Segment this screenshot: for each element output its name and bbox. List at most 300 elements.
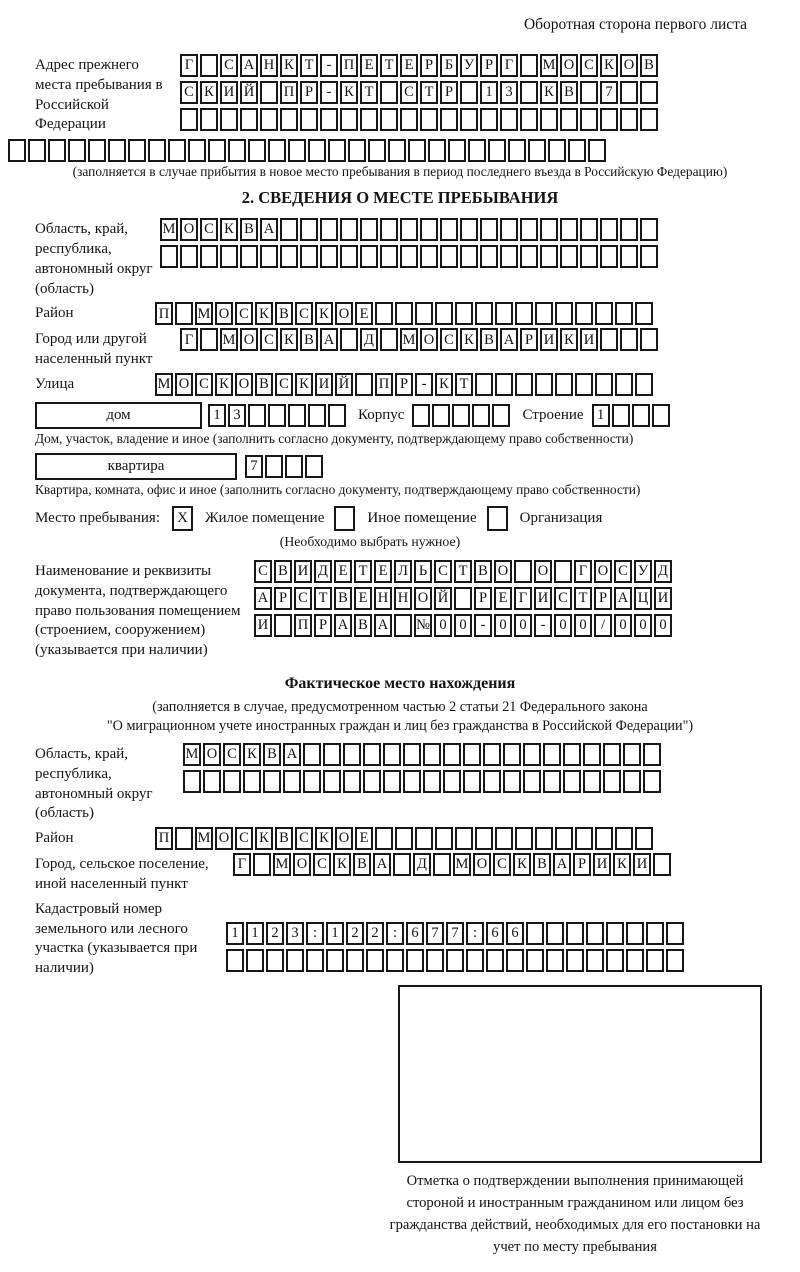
- char-cell: -: [474, 614, 492, 637]
- char-cell: [554, 560, 572, 583]
- char-cell: Р: [314, 614, 332, 637]
- previous-address-row-1: [180, 54, 765, 77]
- char-cell: М: [540, 54, 558, 77]
- actual-district-label: Район: [35, 830, 74, 847]
- char-cell: [495, 373, 513, 396]
- char-cell: Н: [374, 587, 392, 610]
- apartment-caption: Квартира, комната, офис и иное (заполнить согласно документу, подтверждающему право собственности): [35, 481, 641, 497]
- char-cell: Ц: [634, 587, 652, 610]
- char-cell: [540, 218, 558, 241]
- field-region: [35, 218, 765, 299]
- char-cell: [580, 218, 598, 241]
- char-cell: [635, 827, 653, 850]
- ownership-document-row-1: [254, 560, 765, 583]
- char-cell: К: [513, 853, 531, 876]
- char-cell: [492, 404, 510, 427]
- char-cell: Р: [573, 853, 591, 876]
- char-cell: С: [400, 81, 418, 104]
- char-cell: [535, 827, 553, 850]
- char-cell: [640, 245, 658, 268]
- char-cell: [240, 245, 258, 268]
- char-cell: [420, 108, 438, 131]
- char-cell: И: [540, 328, 558, 351]
- char-cell: Р: [520, 328, 538, 351]
- char-cell: О: [203, 743, 221, 766]
- char-cell: [394, 614, 412, 637]
- char-cell: О: [473, 853, 491, 876]
- char-cell: [500, 218, 518, 241]
- char-cell: [460, 81, 478, 104]
- char-cell: [383, 770, 401, 793]
- char-cell: [200, 245, 218, 268]
- char-cell: Й: [434, 587, 452, 610]
- char-cell: [580, 81, 598, 104]
- char-cell: [175, 827, 193, 850]
- char-cell: [208, 139, 226, 162]
- char-cell: 0: [574, 614, 592, 637]
- char-cell: [433, 853, 451, 876]
- actual-region-label: Область, край, республика, автономный округ (область): [35, 745, 153, 822]
- char-cell: [495, 827, 513, 850]
- char-cell: В: [354, 614, 372, 637]
- char-cell: [400, 108, 418, 131]
- char-cell: [560, 108, 578, 131]
- char-cell: [600, 108, 618, 131]
- char-cell: [375, 827, 393, 850]
- field-actual-region: [35, 743, 765, 824]
- char-cell: О: [420, 328, 438, 351]
- stay-type-note: (Необходимо выбрать нужное): [279, 533, 461, 549]
- char-cell: [620, 245, 638, 268]
- char-cell: А: [254, 587, 272, 610]
- char-cell: 6: [506, 922, 524, 945]
- char-cell: [380, 108, 398, 131]
- char-cell: /: [594, 614, 612, 637]
- region-row-2: [160, 245, 765, 268]
- char-cell: [555, 302, 573, 325]
- char-cell: [220, 108, 238, 131]
- char-cell: [635, 373, 653, 396]
- field-actual-district: [35, 827, 765, 850]
- char-cell: [380, 218, 398, 241]
- char-cell: [546, 949, 564, 972]
- char-cell: 3: [500, 81, 518, 104]
- char-cell: [443, 770, 461, 793]
- char-cell: О: [560, 54, 578, 77]
- char-cell: [280, 218, 298, 241]
- char-cell: [575, 827, 593, 850]
- char-cell: [500, 108, 518, 131]
- char-cell: К: [280, 54, 298, 77]
- char-cell: [200, 54, 218, 77]
- char-cell: [183, 770, 201, 793]
- char-cell: [653, 853, 671, 876]
- char-cell: Р: [420, 54, 438, 77]
- char-cell: 7: [600, 81, 618, 104]
- char-cell: [543, 743, 561, 766]
- char-cell: [520, 108, 538, 131]
- char-cell: [646, 949, 664, 972]
- char-cell: [548, 139, 566, 162]
- char-cell: [603, 743, 621, 766]
- char-cell: К: [435, 373, 453, 396]
- actual-district-row: [155, 827, 655, 850]
- char-cell: В: [274, 560, 292, 583]
- char-cell: [615, 827, 633, 850]
- char-cell: [220, 245, 238, 268]
- char-cell: [515, 302, 533, 325]
- actual-region-row-1: [183, 743, 765, 766]
- char-cell: [403, 743, 421, 766]
- char-cell: 7: [245, 455, 263, 478]
- char-cell: Г: [574, 560, 592, 583]
- char-cell: О: [620, 54, 638, 77]
- char-cell: [346, 949, 364, 972]
- actual-city-row: [233, 853, 673, 876]
- char-cell: [563, 743, 581, 766]
- char-cell: И: [633, 853, 651, 876]
- char-cell: Е: [355, 302, 373, 325]
- char-cell: 6: [406, 922, 424, 945]
- char-cell: :: [386, 922, 404, 945]
- stroenie-label: Строение: [522, 406, 584, 423]
- char-cell: [543, 770, 561, 793]
- char-cell: [460, 245, 478, 268]
- char-cell: [68, 139, 86, 162]
- char-cell: 0: [634, 614, 652, 637]
- char-cell: [380, 81, 398, 104]
- char-cell: [288, 139, 306, 162]
- char-cell: [640, 108, 658, 131]
- char-cell: [266, 949, 284, 972]
- char-cell: О: [175, 373, 193, 396]
- char-cell: [448, 139, 466, 162]
- char-cell: О: [335, 302, 353, 325]
- char-cell: А: [240, 54, 258, 77]
- previous-address-rows: [180, 54, 765, 131]
- char-cell: В: [560, 81, 578, 104]
- street-row: [155, 373, 655, 396]
- char-cell: [620, 218, 638, 241]
- char-cell: [595, 302, 613, 325]
- char-cell: С: [614, 560, 632, 583]
- char-cell: И: [580, 328, 598, 351]
- char-cell: К: [613, 853, 631, 876]
- char-cell: [375, 302, 393, 325]
- char-cell: О: [534, 560, 552, 583]
- char-cell: 2: [346, 922, 364, 945]
- char-cell: 0: [514, 614, 532, 637]
- char-cell: [248, 404, 266, 427]
- char-cell: [452, 404, 470, 427]
- char-cell: К: [243, 743, 261, 766]
- char-cell: [523, 770, 541, 793]
- char-cell: [666, 922, 684, 945]
- char-cell: [88, 139, 106, 162]
- char-cell: 1: [246, 922, 264, 945]
- char-cell: А: [260, 218, 278, 241]
- char-cell: К: [340, 81, 358, 104]
- field-city: [35, 328, 765, 370]
- char-cell: 7: [446, 922, 464, 945]
- char-cell: [306, 949, 324, 972]
- char-cell: [260, 245, 278, 268]
- char-cell: П: [155, 827, 173, 850]
- char-cell: В: [334, 587, 352, 610]
- char-cell: [555, 827, 573, 850]
- char-cell: [300, 218, 318, 241]
- char-cell: [380, 245, 398, 268]
- char-cell: А: [614, 587, 632, 610]
- char-cell: [355, 373, 373, 396]
- actual-location-caption-1: (заполняется в случае, предусмотренном частью 2 статьи 21 Федерального закона: [152, 698, 648, 715]
- char-cell: [400, 218, 418, 241]
- char-cell: 1: [326, 922, 344, 945]
- korpus-label: Корпус: [358, 406, 405, 423]
- char-cell: [328, 404, 346, 427]
- char-cell: Р: [440, 81, 458, 104]
- char-cell: [423, 743, 441, 766]
- checkbox-residential-premises[interactable]: X: [172, 506, 193, 531]
- char-cell: [285, 455, 303, 478]
- char-cell: [620, 108, 638, 131]
- char-cell: [575, 373, 593, 396]
- char-cell: 1: [208, 404, 226, 427]
- char-cell: [483, 743, 501, 766]
- previous-address-label: Адрес прежнего места пребывания в Российской Федерации: [35, 57, 163, 133]
- apartment-label-box: квартира: [35, 453, 237, 480]
- char-cell: [535, 373, 553, 396]
- char-cell: [440, 218, 458, 241]
- char-cell: [603, 770, 621, 793]
- char-cell: [575, 302, 593, 325]
- char-cell: [503, 770, 521, 793]
- page-side-note: Оборотная сторона первого листа: [523, 16, 747, 33]
- char-cell: С: [275, 373, 293, 396]
- char-cell: [640, 328, 658, 351]
- char-cell: [520, 54, 538, 77]
- char-cell: [420, 245, 438, 268]
- char-cell: [408, 139, 426, 162]
- char-cell: [308, 139, 326, 162]
- char-cell: Т: [314, 587, 332, 610]
- char-cell: О: [335, 827, 353, 850]
- char-cell: [560, 218, 578, 241]
- char-cell: О: [215, 827, 233, 850]
- region-label: Область, край, республика, автономный округ (область): [35, 221, 153, 297]
- char-cell: [263, 770, 281, 793]
- char-cell: [646, 922, 664, 945]
- char-cell: [615, 302, 633, 325]
- char-cell: Т: [574, 587, 592, 610]
- char-cell: П: [280, 81, 298, 104]
- char-cell: Д: [360, 328, 378, 351]
- char-cell: К: [315, 302, 333, 325]
- char-cell: [300, 108, 318, 131]
- char-cell: [260, 81, 278, 104]
- char-cell: 0: [454, 614, 472, 637]
- char-cell: №: [414, 614, 432, 637]
- char-cell: [168, 139, 186, 162]
- char-cell: Т: [354, 560, 372, 583]
- char-cell: [400, 245, 418, 268]
- checkbox-other-premises[interactable]: [334, 506, 355, 531]
- char-cell: [320, 218, 338, 241]
- char-cell: Р: [300, 81, 318, 104]
- char-cell: [260, 108, 278, 131]
- organization-label: Организация: [519, 509, 603, 526]
- char-cell: В: [275, 302, 293, 325]
- char-cell: С: [313, 853, 331, 876]
- char-cell: М: [155, 373, 173, 396]
- char-cell: [412, 404, 430, 427]
- char-cell: :: [306, 922, 324, 945]
- char-cell: [460, 108, 478, 131]
- actual-location-title: Фактическое место нахождения: [284, 674, 516, 692]
- char-cell: [435, 302, 453, 325]
- char-cell: [300, 245, 318, 268]
- char-cell: М: [400, 328, 418, 351]
- char-cell: В: [240, 218, 258, 241]
- char-cell: П: [375, 373, 393, 396]
- char-cell: [200, 108, 218, 131]
- char-cell: [388, 139, 406, 162]
- char-cell: [268, 404, 286, 427]
- char-cell: С: [554, 587, 572, 610]
- char-cell: О: [414, 587, 432, 610]
- char-cell: Е: [400, 54, 418, 77]
- char-cell: [423, 770, 441, 793]
- char-cell: С: [195, 373, 213, 396]
- char-cell: [268, 139, 286, 162]
- char-cell: И: [294, 560, 312, 583]
- char-cell: [580, 108, 598, 131]
- char-cell: Й: [240, 81, 258, 104]
- char-cell: [454, 587, 472, 610]
- char-cell: [243, 770, 261, 793]
- char-cell: [240, 108, 258, 131]
- char-cell: С: [580, 54, 598, 77]
- char-cell: [395, 302, 413, 325]
- char-cell: М: [453, 853, 471, 876]
- char-cell: К: [600, 54, 618, 77]
- char-cell: [520, 218, 538, 241]
- char-cell: [475, 827, 493, 850]
- char-cell: [223, 770, 241, 793]
- char-cell: [514, 560, 532, 583]
- char-cell: И: [254, 614, 272, 637]
- char-cell: В: [353, 853, 371, 876]
- char-cell: [528, 139, 546, 162]
- char-cell: [305, 455, 323, 478]
- char-cell: О: [240, 328, 258, 351]
- cadastral-number-rows: [226, 898, 765, 972]
- char-cell: [440, 108, 458, 131]
- char-cell: К: [333, 853, 351, 876]
- char-cell: [48, 139, 66, 162]
- house-caption: Дом, участок, владение и иное (заполнить согласно документу, подтверждающему право собственности): [35, 430, 634, 446]
- ownership-document-rows: [254, 560, 765, 637]
- char-cell: [475, 302, 493, 325]
- char-cell: [640, 218, 658, 241]
- char-cell: [563, 770, 581, 793]
- char-cell: [486, 949, 504, 972]
- char-cell: [600, 245, 618, 268]
- char-cell: [286, 949, 304, 972]
- char-cell: 2: [366, 922, 384, 945]
- stay-type-label: Место пребывания:: [35, 509, 160, 526]
- char-cell: [520, 245, 538, 268]
- char-cell: [615, 373, 633, 396]
- char-cell: [180, 108, 198, 131]
- char-cell: Е: [355, 827, 373, 850]
- field-district: [35, 302, 765, 325]
- korpus-row: [412, 404, 512, 427]
- char-cell: 3: [286, 922, 304, 945]
- char-cell: [160, 245, 178, 268]
- field-previous-address: [35, 54, 765, 135]
- char-cell: 2: [266, 922, 284, 945]
- ownership-document-row-3: [254, 614, 765, 637]
- char-cell: [600, 218, 618, 241]
- char-cell: [203, 770, 221, 793]
- char-cell: [188, 139, 206, 162]
- char-cell: [535, 302, 553, 325]
- char-cell: И: [534, 587, 552, 610]
- char-cell: [426, 949, 444, 972]
- char-cell: [386, 949, 404, 972]
- ownership-document-row-2: [254, 587, 765, 610]
- char-cell: [455, 302, 473, 325]
- char-cell: [540, 245, 558, 268]
- char-cell: Т: [380, 54, 398, 77]
- char-cell: У: [460, 54, 478, 77]
- char-cell: [415, 302, 433, 325]
- field-actual-city: [35, 853, 765, 895]
- char-cell: [488, 139, 506, 162]
- char-cell: [343, 770, 361, 793]
- region-row-1: [160, 218, 765, 241]
- char-cell: [643, 770, 661, 793]
- char-cell: [503, 743, 521, 766]
- char-cell: Е: [360, 54, 378, 77]
- char-cell: А: [553, 853, 571, 876]
- checkbox-organization[interactable]: [487, 506, 508, 531]
- char-cell: [595, 827, 613, 850]
- char-cell: С: [254, 560, 272, 583]
- char-cell: [288, 404, 306, 427]
- other-premises-label: Иное помещение: [367, 509, 477, 526]
- char-cell: В: [640, 54, 658, 77]
- char-cell: Н: [260, 54, 278, 77]
- registration-mark-caption: Отметка о подтверждении выполнения принимающей стороной и иностранным гражданином или лицом без гражданства действий, необходимых для его постановки на учет по месту пребывания: [389, 1172, 761, 1255]
- char-cell: [443, 743, 461, 766]
- char-cell: К: [315, 827, 333, 850]
- char-cell: Д: [314, 560, 332, 583]
- char-cell: [363, 743, 381, 766]
- char-cell: К: [255, 302, 273, 325]
- char-cell: [323, 743, 341, 766]
- char-cell: К: [280, 328, 298, 351]
- actual-city-label: Город, сельское поселение, иной населенный пункт: [35, 856, 209, 892]
- char-cell: [175, 302, 193, 325]
- char-cell: [483, 770, 501, 793]
- section2-title: 2. СВЕДЕНИЯ О МЕСТЕ ПРЕБЫВАНИЯ: [241, 188, 559, 208]
- char-cell: [320, 108, 338, 131]
- char-cell: С: [223, 743, 241, 766]
- char-cell: [200, 328, 218, 351]
- char-cell: [632, 404, 650, 427]
